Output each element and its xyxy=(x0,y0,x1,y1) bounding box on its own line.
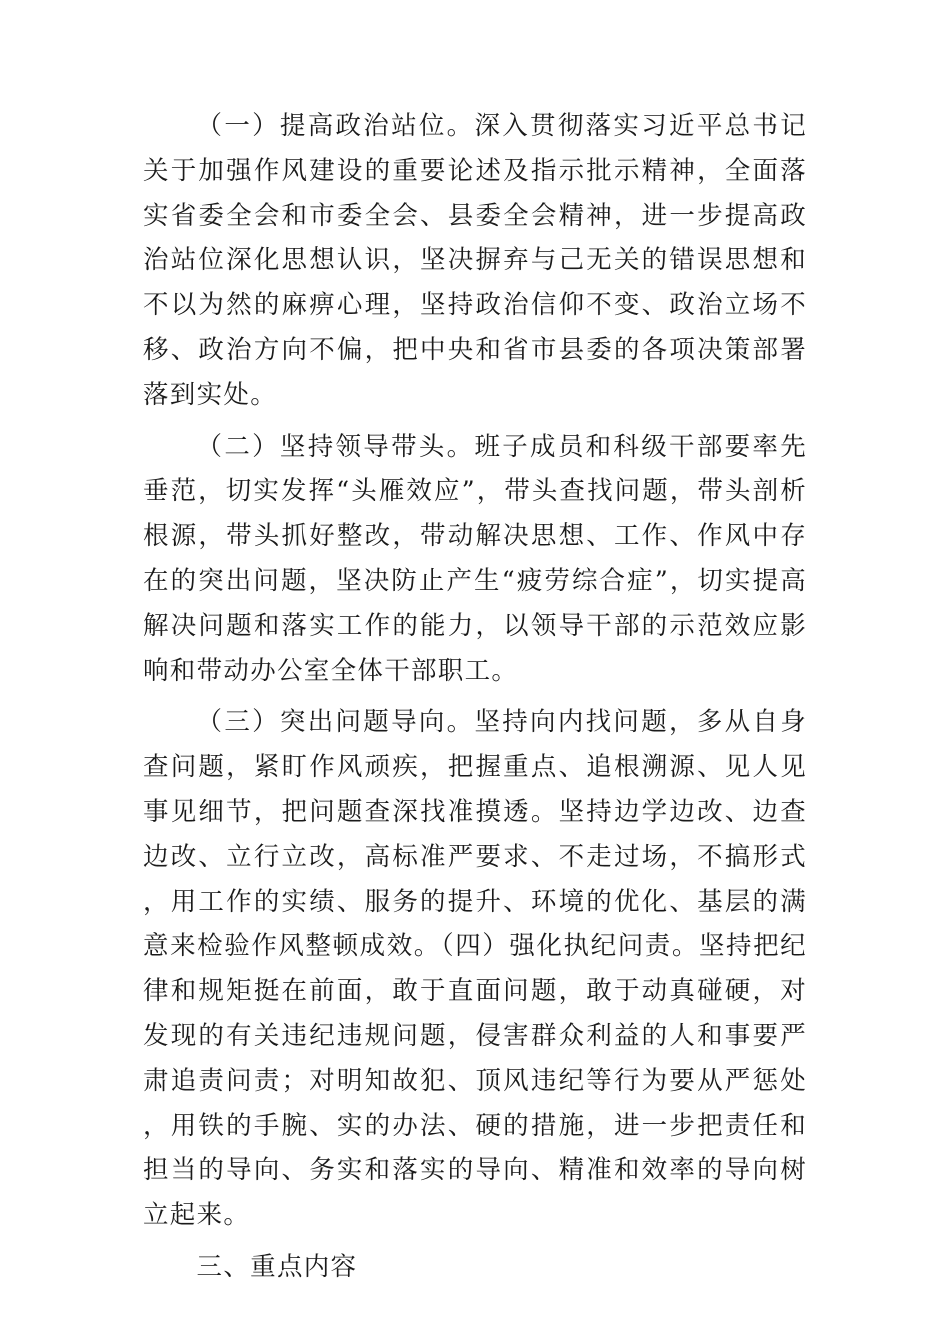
paragraph-problem-oriented: （三）突出问题导向。坚持向内找问题，多从自身查问题，紧盯作风顽疾，把握重点、追根溯源、见人见事见细节，把问题查深找准摸透。坚持边学边改、边查边改、立行立改，高标准严要求、不走过场，不搞形式，用工作的实绩、服务的提升、环境的优化、基层的满意来检验作风整顿成效。（四）强化执纪问责。坚持把纪律和规矩挺在前面，敢于直面问题，敢于动真碰硬，对发现的有关违纪违规问题，侵害群众利益的人和事要严肃追责问责；对明知故犯、顶风违纪等行为要从严惩处，用铁的手腕、实的办法、硬的措施，进一步把责任和担当的导向、务实和落实的导向、精准和效率的导向树立起来。 xyxy=(143,707,807,1231)
paragraph-leadership: （二）坚持领导带头。班子成员和科级干部要率先垂范，切实发挥“头雁效应”，带头查找问题，带头剖析根源，带头抓好整改，带动解决思想、工作、作风中存在的突出问题，坚决防止产生“疲劳综合症”，切实提高解决问题和落实工作的能力，以领导干部的示范效应影响和带动办公室全体干部职工。 xyxy=(143,431,807,686)
paragraph-political-stance: （一）提高政治站位。深入贯彻落实习近平总书记关于加强作风建设的重要论述及指示批示精神，全面落实省委全会和市委全会、县委全会精神，进一步提高政治站位深化思想认识，坚决摒弃与己无关的错误思想和不以为然的麻痹心理，坚持政治信仰不变、政治立场不移、政治方向不偏，把中央和省市县委的各项决策部署落到实处。 xyxy=(143,111,807,410)
document-body xyxy=(143,104,807,1290)
section-heading: 三、重点内容 xyxy=(196,1251,358,1282)
